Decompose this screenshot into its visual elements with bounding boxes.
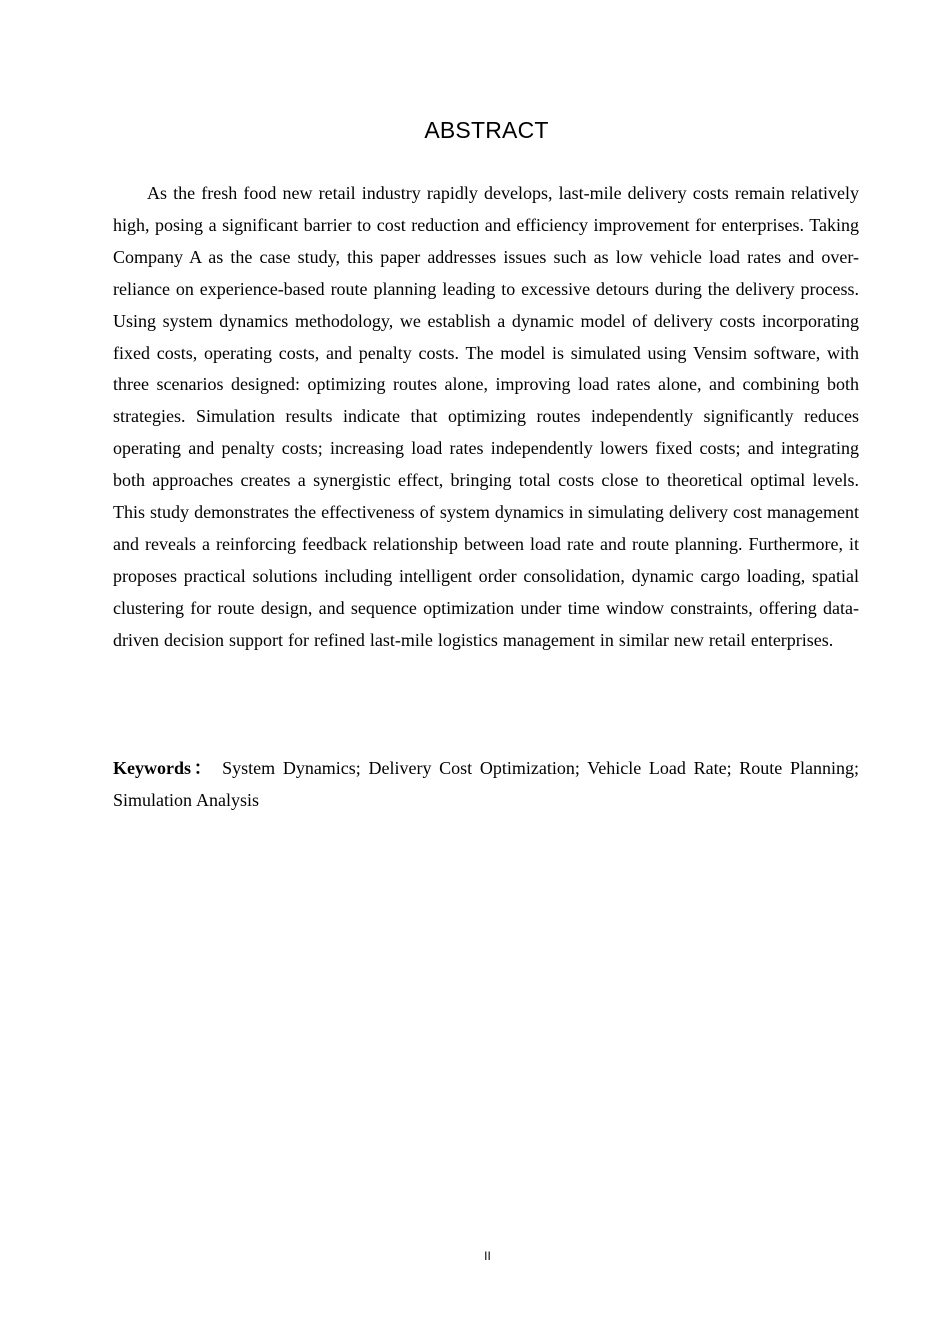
abstract-title: ABSTRACT <box>424 117 549 143</box>
keywords-text: System Dynamics; Delivery Cost Optimization; Vehicle Load Rate; Route Planning; Simulation Analysis <box>113 758 859 810</box>
abstract-body: As the fresh food new retail industry rapidly develops, last-mile delivery costs remain relatively high, posing a significant barrier to cost reduction and efficiency improvement for enterprises. Taking Company A as the case study, this paper addresses issues such as low vehicle load rates and over-reliance on experience-based route planning leading to excessive detours during the delivery process. Using system dynamics methodology, we establish a dynamic model of delivery costs incorporating fixed costs, operating costs, and penalty costs. The model is simulated using Vensim software, with three scenarios designed: optimizing routes alone, improving load rates alone, and combining both strategies. Simulation results indicate that optimizing routes independently significantly reduces operating and penalty costs; increasing load rates independently lowers fixed costs; and integrating both approaches creates a synergistic effect, bringing total costs close to theoretical optimal levels. This study demonstrates the effectiveness of system dynamics in simulating delivery cost management and reveals a reinforcing feedback relationship between load rate and route planning. Furthermore, it proposes practical solutions including intelligent order consolidation, dynamic cargo loading, spatial clustering for route design, and sequence optimization under time window constraints, offering data-driven decision support for refined last-mile logistics management in similar new retail enterprises. <box>113 183 859 650</box>
keywords-paragraph <box>113 753 859 816</box>
page-number: II <box>484 1249 491 1263</box>
keywords-label: Keywords： <box>113 758 215 778</box>
